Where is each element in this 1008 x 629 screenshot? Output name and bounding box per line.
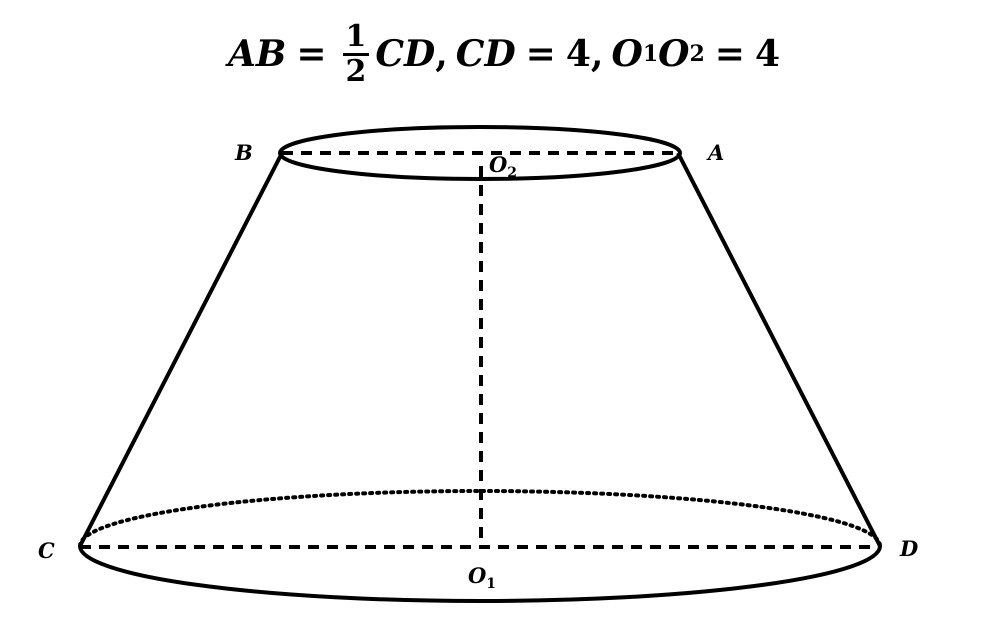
label-o1-letter: O (468, 563, 487, 588)
formula-o1-letter: O (611, 33, 643, 75)
formula-cd: CD (375, 33, 436, 75)
label-b: B (235, 140, 253, 165)
formula-ab: AB (227, 33, 287, 75)
formula-value-1: 4 (565, 33, 591, 75)
fraction-numerator: 1 (343, 21, 370, 56)
formula-equals-3: = (714, 33, 745, 75)
formula-equals-1: = (296, 33, 327, 75)
fraction-denominator: 2 (345, 53, 367, 89)
formula-comma-2: , (590, 33, 604, 75)
label-o1-subscript: 1 (486, 576, 497, 592)
formula-o1-subscript: 1 (642, 41, 659, 67)
label-c: C (38, 538, 55, 563)
label-o2 (489, 152, 517, 181)
label-o2-subscript: 2 (507, 165, 518, 181)
label-d: D (900, 536, 919, 561)
slant-edge-ad (678, 153, 880, 546)
label-o1 (468, 563, 496, 592)
slant-edge-bc (80, 153, 282, 546)
formula-o2-subscript: 2 (689, 41, 705, 67)
label-o2-letter: O (489, 152, 508, 177)
label-a: A (708, 140, 725, 165)
formula-comma-1: , (435, 33, 448, 75)
formula-value-2: 4 (754, 33, 781, 75)
formula-o2-letter: O (658, 33, 690, 75)
formula-equals-2: = (525, 33, 556, 75)
formula-cd-2: CD (455, 33, 516, 75)
